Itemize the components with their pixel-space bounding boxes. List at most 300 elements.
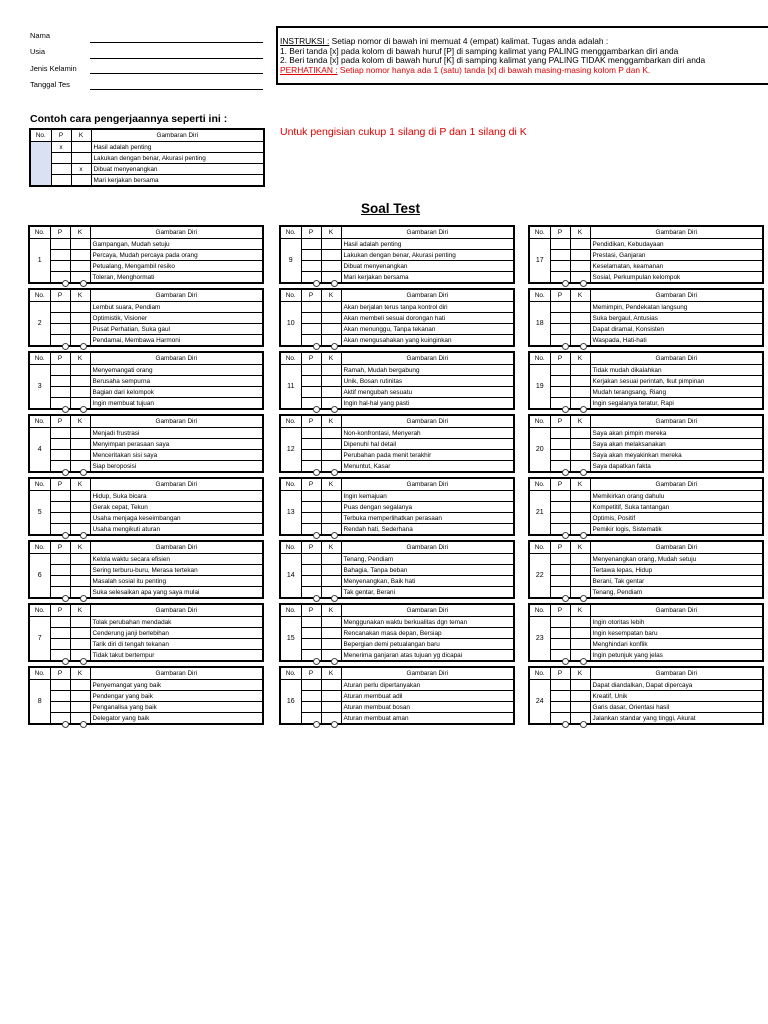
statement-text: Dibuat menyenangkan — [341, 261, 514, 272]
checkbox-p[interactable] — [301, 513, 321, 524]
statement-text: Usaha menjaga keseimbangan — [90, 513, 263, 524]
checkbox-p[interactable] — [550, 261, 570, 272]
checkbox-k[interactable] — [570, 502, 590, 513]
row-marker-circle — [331, 469, 338, 476]
header-description: Gambaran Diri — [590, 541, 763, 554]
checkbox-p[interactable] — [301, 502, 321, 513]
checkbox-k[interactable] — [321, 302, 341, 313]
statement-text: Bepergian demi petualangan baru — [341, 639, 514, 650]
table-row — [280, 302, 514, 313]
header-k: K — [570, 226, 590, 239]
header-k: K — [321, 604, 341, 617]
checkbox-p[interactable] — [550, 313, 570, 324]
checkbox-k[interactable] — [321, 387, 341, 398]
table-row — [280, 702, 514, 713]
checkbox-k[interactable] — [70, 639, 90, 650]
header-k: K — [71, 129, 91, 142]
example-note: Untuk pengisian cukup 1 silang di P dan 1 silang di K — [280, 126, 527, 138]
statement-text: Hasil adalah penting — [341, 239, 514, 250]
row-marker-circle — [313, 595, 320, 602]
table-row — [529, 376, 763, 387]
checkbox-p[interactable] — [50, 450, 70, 461]
statement-text: Memikirkan orang dahulu — [590, 491, 763, 502]
table-row — [280, 565, 514, 576]
table-row — [280, 491, 514, 502]
statement-text: Menghindari konflik — [590, 639, 763, 650]
table-header — [29, 226, 263, 239]
statement-text: Menggunakan waktu berkualitas dgn teman — [341, 617, 514, 628]
row-marker-circle — [313, 721, 320, 728]
checkbox-p[interactable] — [301, 324, 321, 335]
checkbox-k[interactable] — [70, 324, 90, 335]
checkbox-p[interactable] — [51, 153, 71, 164]
table-row — [29, 565, 263, 576]
header-description: Gambaran Diri — [341, 541, 514, 554]
checkbox-k[interactable] — [70, 261, 90, 272]
checkbox-k[interactable] — [321, 680, 341, 691]
checkbox-k[interactable] — [321, 428, 341, 439]
table-row — [29, 513, 263, 524]
checkbox-k[interactable] — [321, 565, 341, 576]
checkbox-k[interactable] — [321, 313, 341, 324]
checkbox-p[interactable] — [50, 680, 70, 691]
header-no: No. — [529, 289, 550, 302]
checkbox-k[interactable] — [570, 565, 590, 576]
table-row — [280, 324, 514, 335]
header-k: K — [70, 415, 90, 428]
question-number: 15 — [280, 617, 301, 662]
checkbox-p[interactable]: x — [51, 142, 71, 153]
checkbox-p[interactable] — [550, 250, 570, 261]
example-table — [29, 128, 265, 187]
table-row — [529, 439, 763, 450]
statement-text: Suka bergaul, Antusias — [590, 313, 763, 324]
statement-text: Waspada, Hati-hati — [590, 335, 763, 347]
checkbox-p[interactable] — [301, 302, 321, 313]
checkbox-k[interactable] — [321, 554, 341, 565]
row-marker-circle — [313, 469, 320, 476]
checkbox-p[interactable] — [50, 261, 70, 272]
checkbox-k[interactable] — [70, 428, 90, 439]
row-marker-circle — [580, 721, 587, 728]
table-header — [280, 478, 514, 491]
checkbox-k[interactable] — [570, 239, 590, 250]
table-row — [29, 239, 263, 250]
checkbox-p[interactable] — [301, 239, 321, 250]
checkbox-k[interactable] — [70, 691, 90, 702]
checkbox-p[interactable] — [50, 513, 70, 524]
field-input-usia[interactable] — [90, 58, 263, 59]
header-description: Gambaran Diri — [90, 226, 263, 239]
table-row — [280, 450, 514, 461]
checkbox-k[interactable] — [70, 576, 90, 587]
statement-text: Dibuat menyenangkan — [91, 164, 264, 175]
statement-text: Akan mengusahakan yang kuinginkan — [341, 335, 514, 347]
header-no: No. — [529, 604, 550, 617]
question-table — [528, 603, 764, 662]
checkbox-k[interactable] — [570, 576, 590, 587]
question-table — [28, 288, 264, 347]
checkbox-k[interactable] — [570, 324, 590, 335]
checkbox-p[interactable] — [550, 376, 570, 387]
checkbox-k[interactable] — [70, 702, 90, 713]
checkbox-p[interactable] — [550, 428, 570, 439]
checkbox-p[interactable] — [550, 513, 570, 524]
question-table — [279, 540, 515, 599]
checkbox-k[interactable] — [70, 302, 90, 313]
checkbox-p[interactable] — [50, 313, 70, 324]
checkbox-p[interactable] — [50, 691, 70, 702]
checkbox-p[interactable] — [301, 639, 321, 650]
table-row — [529, 702, 763, 713]
row-marker-circle — [313, 406, 320, 413]
checkbox-p[interactable] — [50, 702, 70, 713]
soal-test-title: Soal Test — [360, 201, 421, 216]
checkbox-p[interactable] — [301, 313, 321, 324]
table-header — [280, 415, 514, 428]
table-header — [29, 667, 263, 680]
row-marker-circle — [62, 532, 69, 539]
question-number: 1 — [29, 239, 50, 284]
checkbox-p[interactable] — [550, 702, 570, 713]
table-header — [529, 541, 763, 554]
table-row — [529, 365, 763, 376]
checkbox-k[interactable] — [321, 450, 341, 461]
checkbox-p[interactable] — [550, 628, 570, 639]
header-k: K — [321, 289, 341, 302]
question-table — [528, 225, 764, 284]
statement-text: Masalah sosial itu penting — [90, 576, 263, 587]
checkbox-k[interactable] — [70, 502, 90, 513]
checkbox-p[interactable] — [50, 628, 70, 639]
table-row — [29, 554, 263, 565]
table-row — [280, 502, 514, 513]
checkbox-k[interactable] — [70, 617, 90, 628]
checkbox-k[interactable] — [570, 680, 590, 691]
checkbox-p[interactable] — [550, 302, 570, 313]
header-p: P — [550, 352, 570, 365]
table-row — [529, 428, 763, 439]
checkbox-k[interactable] — [570, 302, 590, 313]
checkbox-p[interactable] — [550, 502, 570, 513]
checkbox-p[interactable] — [50, 617, 70, 628]
question-table — [279, 666, 515, 725]
checkbox-k[interactable] — [70, 513, 90, 524]
checkbox-k[interactable] — [570, 365, 590, 376]
checkbox-p[interactable] — [550, 365, 570, 376]
checkbox-p[interactable] — [301, 491, 321, 502]
row-marker-circle — [80, 658, 87, 665]
header-no: No. — [529, 541, 550, 554]
header-p: P — [550, 289, 570, 302]
checkbox-p[interactable] — [301, 428, 321, 439]
checkbox-k[interactable] — [321, 639, 341, 650]
checkbox-p[interactable] — [550, 387, 570, 398]
row-marker-circle — [580, 343, 587, 350]
checkbox-k[interactable] — [321, 491, 341, 502]
statement-text: Menyemangati orang — [90, 365, 263, 376]
checkbox-k[interactable] — [321, 502, 341, 513]
row-marker-circle — [580, 532, 587, 539]
checkbox-p[interactable] — [301, 439, 321, 450]
checkbox-p[interactable] — [301, 565, 321, 576]
row-marker-circle — [80, 595, 87, 602]
checkbox-k[interactable] — [570, 491, 590, 502]
checkbox-k[interactable] — [321, 576, 341, 587]
statement-text: Terbuka memperlihatkan perasaan — [341, 513, 514, 524]
question-table — [28, 225, 264, 284]
table-row — [280, 376, 514, 387]
checkbox-k[interactable] — [570, 628, 590, 639]
statement-text: Lembut suara, Pendiam — [90, 302, 263, 313]
checkbox-p[interactable] — [301, 261, 321, 272]
table-row — [529, 313, 763, 324]
header-p: P — [50, 604, 70, 617]
checkbox-k[interactable] — [570, 261, 590, 272]
statement-text: Perubahan pada menit terakhir — [341, 450, 514, 461]
table-header — [280, 541, 514, 554]
checkbox-k[interactable] — [321, 376, 341, 387]
checkbox-p[interactable] — [301, 365, 321, 376]
statement-text: Bahagia, Tanpa beban — [341, 565, 514, 576]
checkbox-k[interactable] — [71, 175, 91, 187]
checkbox-p[interactable] — [550, 491, 570, 502]
checkbox-p[interactable] — [50, 365, 70, 376]
checkbox-k[interactable] — [70, 313, 90, 324]
checkbox-k[interactable] — [70, 250, 90, 261]
checkbox-k[interactable] — [70, 628, 90, 639]
table-row — [29, 313, 263, 324]
checkbox-p[interactable] — [550, 617, 570, 628]
checkbox-p[interactable] — [550, 439, 570, 450]
checkbox-p[interactable] — [301, 702, 321, 713]
checkbox-p[interactable] — [50, 502, 70, 513]
header-description: Gambaran Diri — [590, 667, 763, 680]
statement-text: Cenderung janji berlebihan — [90, 628, 263, 639]
checkbox-k[interactable] — [70, 365, 90, 376]
checkbox-p[interactable] — [301, 450, 321, 461]
table-header — [280, 352, 514, 365]
checkbox-k[interactable] — [570, 250, 590, 261]
table-row — [29, 502, 263, 513]
table-row — [280, 617, 514, 628]
checkbox-k[interactable] — [570, 450, 590, 461]
statement-text: Gerak cepat, Tekun — [90, 502, 263, 513]
header-k: K — [70, 226, 90, 239]
checkbox-p[interactable] — [50, 491, 70, 502]
header-p: P — [301, 604, 321, 617]
row-marker-circle — [562, 469, 569, 476]
row-marker-circle — [62, 658, 69, 665]
statement-text: Kerjakan sesuai perintah, Ikut pimpinan — [590, 376, 763, 387]
checkbox-k[interactable] — [570, 376, 590, 387]
table-header — [529, 604, 763, 617]
table-header — [30, 129, 264, 142]
checkbox-k[interactable] — [70, 439, 90, 450]
statement-text: Menyenangkan orang, Mudah setuju — [590, 554, 763, 565]
table-row — [529, 565, 763, 576]
checkbox-p[interactable] — [301, 250, 321, 261]
checkbox-p[interactable] — [50, 639, 70, 650]
header-no: No. — [280, 478, 301, 491]
checkbox-p[interactable] — [550, 239, 570, 250]
checkbox-k[interactable] — [321, 439, 341, 450]
checkbox-p[interactable] — [50, 439, 70, 450]
statement-text: Aturan membuat bosan — [341, 702, 514, 713]
checkbox-k[interactable] — [570, 702, 590, 713]
checkbox-p[interactable] — [50, 576, 70, 587]
statement-text: Pusat Perhatian, Suka gaul — [90, 324, 263, 335]
question-number: 9 — [280, 239, 301, 284]
checkbox-p[interactable] — [301, 576, 321, 587]
checkbox-p[interactable] — [550, 639, 570, 650]
checkbox-p[interactable] — [51, 175, 71, 187]
checkbox-p[interactable] — [301, 554, 321, 565]
checkbox-k[interactable] — [70, 239, 90, 250]
checkbox-p[interactable] — [50, 239, 70, 250]
checkbox-p[interactable] — [301, 691, 321, 702]
checkbox-p[interactable] — [301, 628, 321, 639]
checkbox-p[interactable] — [550, 576, 570, 587]
field-input-jenis-kelamin[interactable] — [90, 73, 263, 74]
checkbox-p[interactable] — [550, 324, 570, 335]
checkbox-k[interactable] — [70, 450, 90, 461]
table-row — [280, 554, 514, 565]
table-header — [29, 415, 263, 428]
checkbox-k[interactable] — [71, 153, 91, 164]
header-no: No. — [29, 541, 50, 554]
question-number: 11 — [280, 365, 301, 410]
checkbox-p[interactable] — [50, 428, 70, 439]
question-number: 17 — [529, 239, 550, 284]
table-header — [29, 478, 263, 491]
table-header — [280, 289, 514, 302]
question-number: 20 — [529, 428, 550, 473]
header-description: Gambaran Diri — [90, 289, 263, 302]
checkbox-p[interactable] — [550, 450, 570, 461]
header-k: K — [70, 667, 90, 680]
checkbox-k[interactable] — [70, 565, 90, 576]
question-number: 24 — [529, 680, 550, 725]
question-number: 6 — [29, 554, 50, 599]
question-table — [279, 414, 515, 473]
checkbox-k[interactable] — [570, 691, 590, 702]
statement-text: Berani, Tak gentar — [590, 576, 763, 587]
checkbox-k[interactable] — [570, 617, 590, 628]
checkbox-k[interactable]: x — [71, 164, 91, 175]
checkbox-k[interactable] — [321, 365, 341, 376]
table-row — [29, 628, 263, 639]
header-no: No. — [280, 604, 301, 617]
checkbox-k[interactable] — [71, 142, 91, 153]
checkbox-p[interactable] — [50, 387, 70, 398]
checkbox-p[interactable] — [550, 565, 570, 576]
checkbox-k[interactable] — [321, 239, 341, 250]
table-header — [280, 667, 514, 680]
checkbox-k[interactable] — [321, 250, 341, 261]
checkbox-k[interactable] — [570, 387, 590, 398]
checkbox-k[interactable] — [70, 680, 90, 691]
header-p: P — [50, 415, 70, 428]
checkbox-k[interactable] — [570, 428, 590, 439]
row-marker-circle — [62, 406, 69, 413]
table-row — [529, 250, 763, 261]
row-marker-circle — [80, 406, 87, 413]
checkbox-p[interactable] — [50, 324, 70, 335]
header-description: Gambaran Diri — [341, 667, 514, 680]
field-input-tanggal-tes[interactable] — [90, 89, 263, 90]
checkbox-p[interactable] — [301, 680, 321, 691]
field-input-nama[interactable] — [90, 42, 263, 43]
table-row — [529, 554, 763, 565]
header-description: Gambaran Diri — [590, 352, 763, 365]
checkbox-k[interactable] — [321, 702, 341, 713]
checkbox-p[interactable] — [51, 164, 71, 175]
row-marker-circle — [313, 343, 320, 350]
table-row — [29, 324, 263, 335]
row-marker-circle — [331, 658, 338, 665]
checkbox-k[interactable] — [70, 554, 90, 565]
checkbox-p[interactable] — [301, 617, 321, 628]
checkbox-k[interactable] — [321, 628, 341, 639]
checkbox-k[interactable] — [70, 491, 90, 502]
instructions-line-1: 1. Beri tanda [x] pada kolom di bawah huruf [P] di samping kalimat yang PALING menggambarkan diri anda — [280, 45, 679, 56]
statement-text: Usaha mengikuti aturan — [90, 524, 263, 536]
table-row — [280, 428, 514, 439]
checkbox-k[interactable] — [570, 639, 590, 650]
statement-text: Aturan perlu dipertanyakan — [341, 680, 514, 691]
checkbox-k[interactable] — [570, 554, 590, 565]
checkbox-k[interactable] — [321, 261, 341, 272]
header-p: P — [301, 289, 321, 302]
checkbox-k[interactable] — [570, 513, 590, 524]
table-header — [529, 478, 763, 491]
checkbox-p[interactable] — [50, 565, 70, 576]
checkbox-p[interactable] — [550, 691, 570, 702]
checkbox-k[interactable] — [321, 691, 341, 702]
statement-text: Bagian dari kelompok — [90, 387, 263, 398]
table-header — [529, 289, 763, 302]
checkbox-p[interactable] — [301, 387, 321, 398]
checkbox-k[interactable] — [321, 513, 341, 524]
statement-text: Aturan membuat adil — [341, 691, 514, 702]
checkbox-p[interactable] — [550, 680, 570, 691]
checkbox-p[interactable] — [301, 376, 321, 387]
checkbox-p[interactable] — [50, 302, 70, 313]
statement-text: Saya akan melaksanakan — [590, 439, 763, 450]
row-marker-circle — [62, 469, 69, 476]
checkbox-k[interactable] — [70, 387, 90, 398]
checkbox-k[interactable] — [321, 324, 341, 335]
checkbox-p[interactable] — [50, 250, 70, 261]
header-no: No. — [29, 415, 50, 428]
checkbox-p[interactable] — [50, 376, 70, 387]
statement-text: Mudah terangsang, Riang — [590, 387, 763, 398]
checkbox-k[interactable] — [570, 313, 590, 324]
table-row — [29, 376, 263, 387]
checkbox-p[interactable] — [50, 554, 70, 565]
header-no: No. — [529, 415, 550, 428]
checkbox-k[interactable] — [321, 617, 341, 628]
table-row — [280, 513, 514, 524]
table-row — [529, 502, 763, 513]
table-row — [29, 639, 263, 650]
checkbox-k[interactable] — [70, 376, 90, 387]
checkbox-k[interactable] — [570, 439, 590, 450]
checkbox-p[interactable] — [550, 554, 570, 565]
table-row — [29, 387, 263, 398]
question-number: 14 — [280, 554, 301, 599]
